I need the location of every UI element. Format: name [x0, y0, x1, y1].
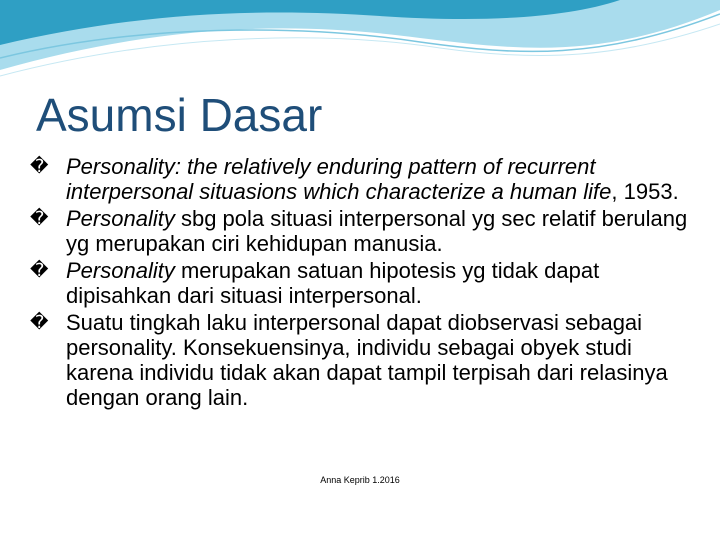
bullet-list [30, 154, 690, 412]
bullet-italic-lead: Personality [66, 258, 175, 283]
bullet-italic-lead: Personality: the relatively enduring pattern of recurrent interpersonal situasions which characterize a human life [66, 154, 612, 204]
bullet-marker: � [30, 312, 49, 333]
bullet-item [30, 206, 690, 256]
bullet-text: Suatu tingkah laku interpersonal dapat diobservasi sebagai personality. Konsekuensinya, individu sebagai obyek studi karena individu tidak akan dapat tampil terpisah dari relasinya dengan orang lain. [66, 310, 668, 410]
bullet-item [30, 310, 690, 410]
bullet-marker: � [30, 156, 49, 177]
slide-footer: Anna Keprib 1.2016 [320, 475, 400, 485]
slide-title: Asumsi Dasar [36, 89, 323, 141]
bullet-text: sbg pola situasi interpersonal yg sec relatif berulang yg merupakan ciri kehidupan manusia. [66, 206, 688, 256]
bullet-marker: � [30, 208, 49, 229]
bullet-item [30, 154, 690, 204]
bullet-marker: � [30, 260, 49, 281]
header-wave-decoration [0, 0, 720, 90]
bullet-item [30, 258, 690, 308]
bullet-text: merupakan satuan hipotesis yg tidak dapat dipisahkan dari situasi interpersonal. [66, 258, 600, 308]
bullet-text: , 1953. [611, 179, 679, 204]
bullet-italic-lead: Personality [66, 206, 175, 231]
